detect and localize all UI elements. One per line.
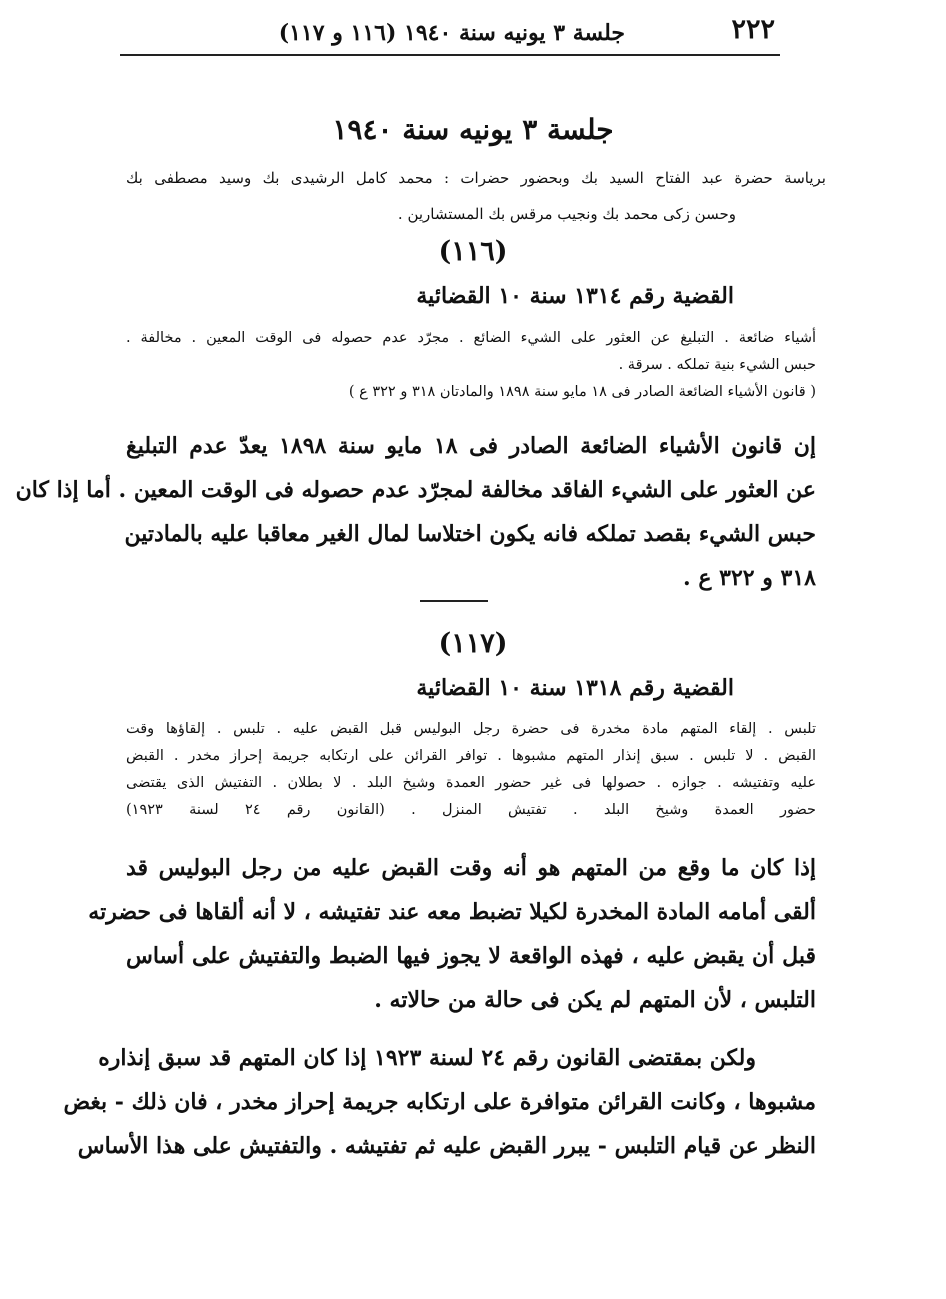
keyword-line: حضور العمدة وشيخ البلد . تفتيش المنزل . (القانون رقم ٢٤ لسنة ١٩٢٣) xyxy=(126,802,816,818)
case-number: (١١٦) xyxy=(438,236,508,267)
presidency-line: برياسة حضرة عبد الفتاح السيد بك وبحضور حضرات : محمد كامل الرشيدى بك وسيد مصطفى بك xyxy=(126,169,826,187)
header-rule xyxy=(120,54,780,56)
keyword-line: حبس الشيء بنية تملكه . سرقة . xyxy=(618,357,816,373)
running-header xyxy=(120,10,775,50)
keyword-line: أشياء ضائعة . التبليغ عن العثور على الشيء الضائع . مجرّد عدم حصوله فى الوقت المعين . مخالفة . xyxy=(126,330,816,346)
running-header-title: جلسة ٣ يونيه سنة ١٩٤٠ (١١٦ و ١١٧) xyxy=(278,20,625,46)
case-divider xyxy=(420,600,488,602)
keyword-line: تلبس . إلقاء المتهم مادة مخدرة فى حضرة رجل البوليس قبل القبض عليه . تلبس . إلقاؤها وقت xyxy=(126,721,816,737)
case-number: (١١٧) xyxy=(438,628,508,659)
ruling-line: التلبس ، لأن المتهم لم يكن فى حالة من حالاته . xyxy=(374,987,816,1013)
case-ruling-continued xyxy=(63,1036,816,1168)
ruling-line: النظر عن قيام التلبس - يبرر القبض عليه ثم تفتيشه . والتفتيش على هذا الأساس xyxy=(77,1133,816,1159)
ruling-line: إن قانون الأشياء الضائعة الصادر فى ١٨ مايو سنة ١٨٩٨ يعدّ عدم التبليغ xyxy=(126,433,816,459)
ruling-line: ألقى أمامه المادة المخدرة لكيلا تضبط معه عند تفتيشه ، لا أنه ألقاها فى حضرته xyxy=(88,899,816,925)
ruling-line: ٣١٨ و ٣٢٢ ع . xyxy=(683,565,816,591)
keyword-line: القبض . لا تلبس . سبق إنذار المتهم مشبوها . توافر القرائن على ارتكابه جريمة إحراز مخدر . القبض xyxy=(126,748,816,764)
ruling-line: قبل أن يقبض عليه ، فهذه الواقعة لا يجوز فيها الضبط والتفتيش على أساس xyxy=(126,943,816,969)
presidency-statement xyxy=(126,160,826,232)
ruling-line: ولكن بمقتضى القانون رقم ٢٤ لسنة ١٩٢٣ إذا كان المتهم قد سبق إنذاره xyxy=(98,1045,756,1071)
case-keywords xyxy=(126,325,816,406)
case-keywords xyxy=(126,716,816,824)
presidency-line: وحسن زكى محمد بك ونجيب مرقس بك المستشارين . xyxy=(397,205,736,223)
keyword-line: عليه وتفتيشه . جوازه . حصولها فى غير حضور العمدة وشيخ البلد . لا بطلان . التفتيش الذى يقتضى xyxy=(126,775,816,791)
case-ruling xyxy=(88,846,816,1022)
keyword-line: ( قانون الأشياء الضائعة الصادر فى ١٨ مايو سنة ١٨٩٨ والمادتان ٣١٨ و ٣٢٢ ع ) xyxy=(348,384,816,400)
case-reference: القضية رقم ١٣١٤ سنة ١٠ القضائية xyxy=(416,283,734,309)
ruling-line: عن العثور على الشيء الفاقد مخالفة لمجرّد عدم حصوله فى الوقت المعين . أما إذا كان xyxy=(15,477,816,503)
ruling-line: إذا كان ما وقع من المتهم هو أنه وقت القبض عليه من رجل البوليس قد xyxy=(126,855,816,881)
ruling-line: مشبوها ، وكانت القرائن متوافرة على ارتكابه جريمة إحراز مخدر ، فان ذلك - بغض xyxy=(63,1089,816,1115)
session-title: جلسة ٣ يونيه سنة ١٩٤٠ xyxy=(332,113,614,146)
case-ruling xyxy=(15,424,816,600)
page-number: ٢٢٢ xyxy=(731,14,775,45)
case-reference: القضية رقم ١٣١٨ سنة ١٠ القضائية xyxy=(416,675,734,701)
ruling-line: حبس الشيء بقصد تملكه فانه يكون اختلاسا لمال الغير معاقبا عليه بالمادتين xyxy=(124,521,816,547)
